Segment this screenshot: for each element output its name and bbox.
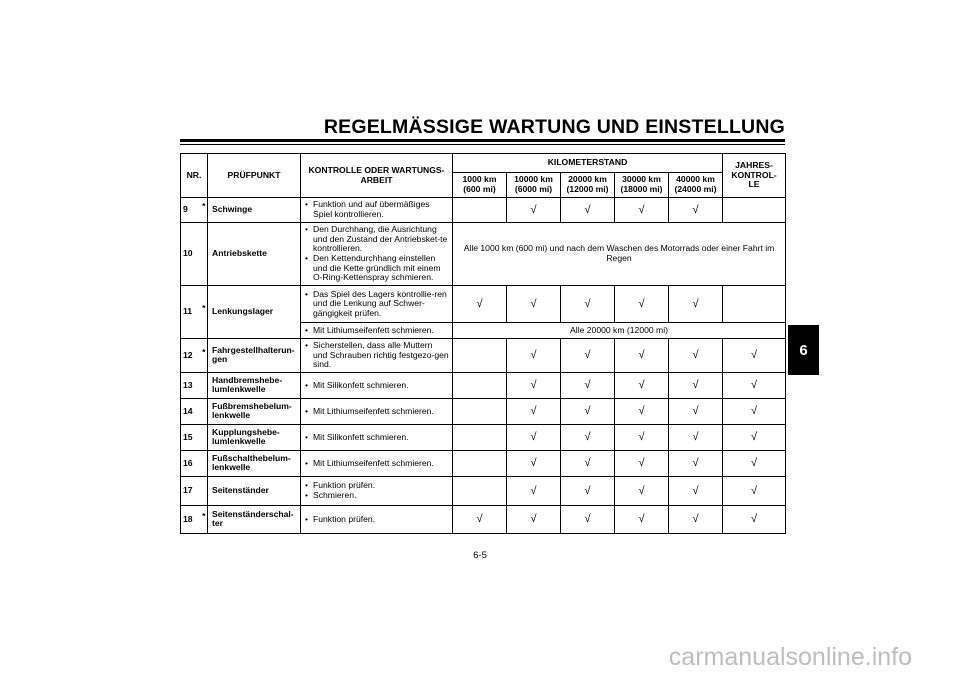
action-list [305,481,449,500]
table-row [181,476,786,505]
check-mark: √ [692,349,699,362]
check-item: Kupplungshebe-lumlenkwelle [208,424,301,450]
action-list [305,225,449,283]
row-number: 9 [181,198,201,223]
interval-note: Alle 1000 km (600 mi) und nach dem Waschen des Motorrads oder einer Fahrt im Regen [453,223,786,286]
check-cell [615,286,669,323]
header-interval: 30000 km (18000 mi) [615,173,669,198]
action-item: • Mit Silikonfett schmieren. [305,381,449,391]
check-mark: √ [584,431,591,444]
title-rule-thin [180,144,785,145]
header-nr: NR. [181,154,208,198]
check-cell [615,424,669,450]
check-cell [561,339,615,373]
check-mark: √ [692,431,699,444]
check-mark: √ [530,484,537,497]
check-cell [723,424,786,450]
row-number: 13 [181,372,201,398]
action-list [305,326,449,336]
check-mark: √ [530,349,537,362]
check-item: Antriebskette [208,223,301,286]
check-cell [615,398,669,424]
row-number: 14 [181,398,201,424]
table-row [181,339,786,373]
table-row [181,424,786,450]
table-row [181,223,786,286]
check-cell [723,198,786,223]
check-mark: √ [476,297,483,310]
check-cell [453,286,507,323]
star-cell [201,223,208,286]
row-number: 18 [181,505,201,533]
action-item: • Sicherstellen, dass alle Muttern und Schrauben richtig festgezo-gen sind. [305,341,449,370]
header-interval: 20000 km (12000 mi) [561,173,615,198]
header-mileage: KILOMETERSTAND [453,154,723,173]
check-cell [507,372,561,398]
check-mark: √ [750,405,758,418]
check-mark: √ [638,431,645,444]
check-cell [615,372,669,398]
header-interval: 40000 km (24000 mi) [669,173,723,198]
check-mark: √ [584,513,591,526]
check-mark: √ [530,379,537,392]
check-mark: √ [638,513,645,526]
action-cell [301,424,453,450]
action-cell [301,198,453,223]
check-mark: √ [692,405,699,418]
star-cell [201,198,208,223]
maintenance-table [180,153,786,534]
check-cell [615,450,669,476]
check-mark: √ [530,203,537,216]
check-mark: √ [638,349,645,362]
star-marker: * [202,346,206,357]
check-cell [453,372,507,398]
check-cell [669,372,723,398]
check-cell [669,339,723,373]
check-item: Fußschalthebelum-lenkwelle [208,450,301,476]
check-item: Handbremshebe-lumlenkwelle [208,372,301,398]
row-number: 11 [181,286,201,339]
action-cell [301,505,453,533]
check-cell [615,505,669,533]
check-mark: √ [530,431,537,444]
action-cell [301,450,453,476]
check-mark: √ [530,513,537,526]
check-cell [453,198,507,223]
row-number: 12 [181,339,201,373]
check-mark: √ [692,297,699,310]
check-mark: √ [750,513,758,526]
action-item: • Mit Lithiumseifenfett schmieren. [305,459,449,469]
action-item: • Den Kettendurchhang einstellen und die Kette gründlich mit einem O-Ring-Kettenspray schmieren. [305,254,449,283]
check-mark: √ [750,431,758,444]
check-mark: √ [750,349,758,362]
action-list [305,341,449,370]
check-cell [453,450,507,476]
check-cell [453,505,507,533]
check-cell [669,476,723,505]
check-mark: √ [692,484,699,497]
check-item: Seitenständerschal-ter [208,505,301,533]
action-list [305,381,449,391]
check-cell [561,450,615,476]
action-item: • Schmieren. [305,491,449,501]
table-row [181,372,786,398]
check-cell [453,398,507,424]
row-number: 17 [181,476,201,505]
action-item: • Mit Lithiumseifenfett schmieren. [305,407,449,417]
check-mark: √ [750,484,758,497]
row-number: 10 [181,223,201,286]
star-marker: * [202,303,206,314]
check-mark: √ [638,405,645,418]
title-rule-thick [180,139,785,142]
star-cell [201,424,208,450]
check-item: Seitenständer [208,476,301,505]
check-cell [453,476,507,505]
page-title: REGELMÄSSIGE WARTUNG UND EINSTELLUNG [323,116,785,138]
header-interval: 1000 km (600 mi) [453,173,507,198]
check-mark: √ [638,484,645,497]
star-cell [201,398,208,424]
page-number: 6-5 [473,550,487,561]
check-cell [453,424,507,450]
action-cell [301,223,453,286]
check-cell [561,398,615,424]
action-item: • Den Durchhang, die Ausrichtung und den Zustand der Antriebsket-te kontrollieren. [305,225,449,254]
star-cell [201,450,208,476]
table-row [181,198,786,223]
action-list [305,290,449,319]
star-marker: * [202,510,206,521]
check-mark: √ [750,379,758,392]
check-cell [669,505,723,533]
check-cell [615,339,669,373]
star-marker: * [202,201,206,212]
action-item: • Das Spiel des Lagers kontrollie-ren und die Lenkung auf Schwer-gängigkeit prüfen. [305,290,449,319]
check-cell [723,450,786,476]
action-list [305,200,449,219]
check-cell [561,286,615,323]
action-cell [301,398,453,424]
check-mark: √ [692,513,699,526]
action-cell [301,476,453,505]
check-mark: √ [750,457,758,470]
check-item: Fußbremshebelum-lenkwelle [208,398,301,424]
check-cell [507,424,561,450]
action-cell [301,372,453,398]
action-item: • Funktion prüfen. [305,515,449,525]
check-cell [615,476,669,505]
row-number: 16 [181,450,201,476]
action-list [305,433,449,443]
action-item: • Funktion und auf übermäßiges Spiel kontrollieren. [305,200,449,219]
check-mark: √ [584,457,591,470]
check-cell [561,505,615,533]
check-cell [669,398,723,424]
check-cell [507,286,561,323]
section-tab-marker: 6 [788,325,819,375]
check-mark: √ [584,379,591,392]
check-cell [723,476,786,505]
check-mark: √ [584,405,591,418]
check-cell [669,424,723,450]
table-row [181,450,786,476]
check-cell [615,198,669,223]
table-row [181,398,786,424]
star-cell [201,372,208,398]
check-mark: √ [638,203,645,216]
check-mark: √ [584,349,591,362]
header-action: KONTROLLE ODER WARTUNGS-ARBEIT [301,154,453,198]
check-cell [453,339,507,373]
check-cell [507,339,561,373]
star-cell [201,286,208,339]
watermark: carmanualsonline.info [668,643,912,671]
header-item: PRÜFPUNKT [208,154,301,198]
action-item: • Funktion prüfen. [305,481,449,491]
table-row [181,505,786,533]
check-mark: √ [638,297,645,310]
check-mark: √ [638,457,645,470]
interval-note: Alle 20000 km (12000 mi) [453,323,786,339]
action-item: • Mit Silikonfett schmieren. [305,433,449,443]
header-interval: 10000 km (6000 mi) [507,173,561,198]
check-cell [723,505,786,533]
check-mark: √ [692,203,699,216]
row-number: 15 [181,424,201,450]
star-cell [201,505,208,533]
check-cell [669,198,723,223]
header-annual: JAHRES-KONTROL-LE [723,154,786,198]
check-cell [507,198,561,223]
star-cell [201,476,208,505]
action-cell [301,339,453,373]
check-mark: √ [584,203,591,216]
check-cell [723,372,786,398]
check-cell [561,372,615,398]
check-mark: √ [530,405,537,418]
action-cell [301,286,453,323]
check-cell [507,398,561,424]
check-mark: √ [584,484,591,497]
check-mark: √ [476,513,483,526]
check-mark: √ [638,379,645,392]
action-cell [301,323,453,339]
check-mark: √ [692,457,699,470]
action-list [305,459,449,469]
action-list [305,407,449,417]
check-cell [507,476,561,505]
check-mark: √ [692,379,699,392]
check-mark: √ [530,297,537,310]
check-cell [561,424,615,450]
check-item: Fahrgestellhalterun-gen [208,339,301,373]
check-mark: √ [584,297,591,310]
action-item: • Mit Lithiumseifenfett schmieren. [305,326,449,336]
check-cell [669,286,723,323]
check-cell [723,339,786,373]
check-item: Lenkungslager [208,286,301,339]
check-cell [561,476,615,505]
action-list [305,515,449,525]
check-item: Schwinge [208,198,301,223]
check-cell [723,286,786,323]
check-mark: √ [530,457,537,470]
check-cell [723,398,786,424]
check-cell [561,198,615,223]
check-cell [669,450,723,476]
table-row [181,286,786,323]
check-cell [507,505,561,533]
star-cell [201,339,208,373]
check-cell [507,450,561,476]
